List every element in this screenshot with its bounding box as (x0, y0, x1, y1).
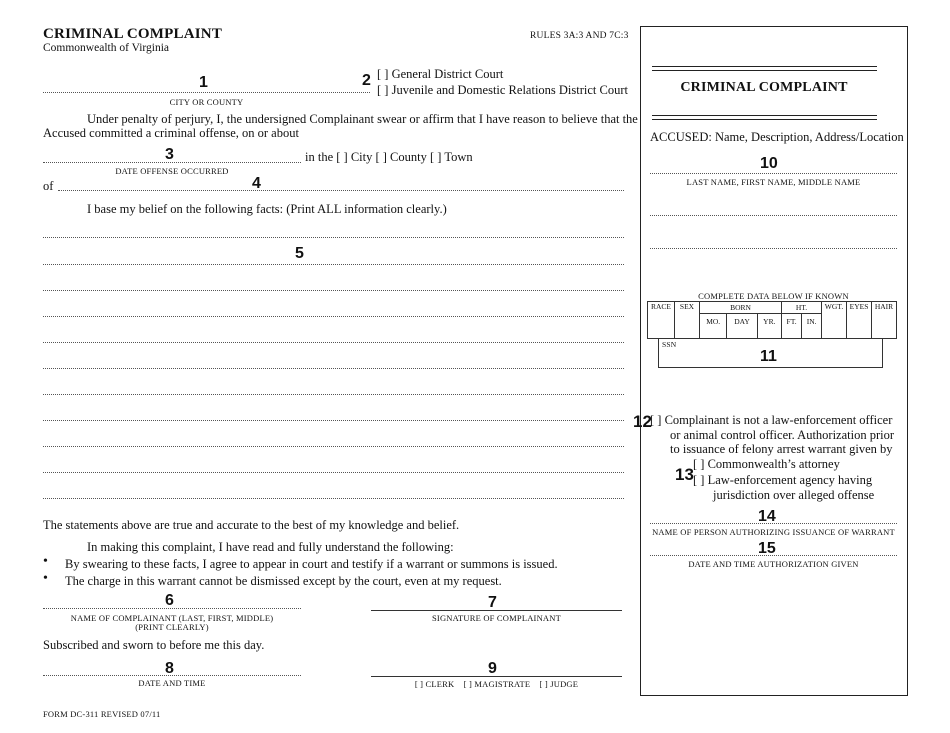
juvenile-court-checkbox[interactable]: [ ] Juvenile and Domestic Relations District Court (377, 83, 628, 97)
commonwealth-attorney-checkbox[interactable]: [ ] Commonwealth’s attorney (693, 457, 840, 471)
accused-name-caption: LAST NAME, FIRST NAME, MIDDLE NAME (686, 177, 861, 187)
field-number-10: 10 (760, 155, 778, 172)
form-subtitle: Commonwealth of Virginia (43, 42, 170, 54)
ssn-label: SSN (662, 340, 677, 349)
authorization-text-line2: or animal control officer. Authorization prior (670, 428, 895, 442)
field-number-15: 15 (758, 540, 776, 557)
of-label: of (43, 179, 54, 193)
field-number-1: 1 (199, 74, 208, 91)
field-number-5: 5 (295, 245, 304, 262)
eyes-header: EYES (847, 302, 872, 339)
law-enforcement-agency-text: jurisdiction over alleged offense (713, 488, 875, 502)
panel-bottom-rule (652, 115, 877, 120)
general-district-court-checkbox[interactable]: [ ] General District Court (377, 67, 504, 81)
rules-reference: RULES 3A:3 AND 7C:3 (530, 31, 629, 41)
field-number-11: 11 (760, 348, 777, 365)
date-time-field[interactable] (43, 675, 301, 676)
field-number-12: 12 (633, 412, 652, 431)
bullet-icon: • (43, 554, 48, 569)
race-header: RACE (648, 302, 675, 339)
facts-intro: I base my belief on the following facts: (Print ALL information clearly.) (87, 202, 447, 216)
locality-type-checkboxes[interactable]: in the [ ] City [ ] County [ ] Town (305, 150, 473, 164)
facts-line-5[interactable] (43, 342, 624, 343)
authorizing-person-field[interactable] (650, 523, 897, 524)
facts-line-10[interactable] (43, 472, 624, 473)
signature-caption: SIGNATURE OF COMPLAINANT (431, 613, 561, 623)
bullet-statement-2: The charge in this warrant cannot be dismissed except by the court, even at my request. (65, 574, 502, 588)
facts-line-2[interactable] (43, 264, 624, 265)
form-title: CRIMINAL COMPLAINT (43, 26, 223, 42)
field-number-3: 3 (165, 146, 174, 163)
born-month-cell[interactable]: MO. (700, 314, 727, 339)
bullet-icon: • (43, 571, 48, 586)
height-header: HT. (781, 302, 821, 314)
perjury-statement-line1: Under penalty of perjury, I, the undersigned Complainant swear or affirm that I have reason to believe that the (87, 112, 638, 126)
field-number-6: 6 (165, 592, 174, 609)
panel-top-rule (652, 66, 877, 71)
field-number-9: 9 (488, 660, 497, 677)
born-day-cell[interactable]: DAY (727, 314, 757, 339)
city-county-caption: CITY OR COUNTY (169, 97, 244, 107)
authorization-date-caption: DATE AND TIME AUTHORIZATION GIVEN (688, 559, 859, 569)
born-year-cell[interactable]: YR. (757, 314, 781, 339)
true-statement: The statements above are true and accurate to the best of my knowledge and belief. (43, 518, 460, 532)
complainant-signature-field[interactable] (371, 610, 622, 611)
sex-header: SEX (675, 302, 700, 339)
complete-data-caption: COMPLETE DATA BELOW IF KNOWN (698, 291, 849, 301)
facts-line-3[interactable] (43, 290, 624, 291)
accused-address-field-1[interactable] (650, 215, 897, 216)
official-signature-field[interactable] (371, 676, 622, 677)
subscribed-statement: Subscribed and sworn to before me this day. (43, 638, 265, 652)
perjury-statement-line2: Accused committed a criminal offense, on or about (43, 126, 299, 140)
complainant-name-field[interactable] (43, 608, 301, 609)
height-inches-cell[interactable]: IN. (802, 314, 822, 339)
facts-line-1[interactable] (43, 237, 624, 238)
accused-data-table (647, 301, 897, 339)
bullet-statement-1: By swearing to these facts, I agree to appear in court and testify if a warrant or summons is issued. (65, 557, 558, 571)
authorizing-person-caption: NAME OF PERSON AUTHORIZING ISSUANCE OF WARRANT (652, 527, 895, 537)
field-number-13: 13 (675, 465, 694, 484)
panel-title: CRIMINAL COMPLAINT (680, 80, 848, 95)
date-time-caption: DATE AND TIME (138, 678, 206, 688)
hair-header: HAIR (872, 302, 897, 339)
born-header: BORN (700, 302, 782, 314)
accused-name-field[interactable] (650, 173, 897, 174)
accused-label: ACCUSED: Name, Description, Address/Location (650, 130, 904, 144)
facts-line-7[interactable] (43, 394, 624, 395)
facts-line-4[interactable] (43, 316, 624, 317)
understand-statement: In making this complaint, I have read and fully understand the following: (87, 540, 454, 554)
field-number-2: 2 (362, 72, 371, 89)
city-county-field[interactable] (43, 92, 370, 93)
complainant-name-caption: NAME OF COMPLAINANT (LAST, FIRST, MIDDLE) (70, 613, 274, 623)
date-offense-caption: DATE OFFENSE OCCURRED (115, 166, 229, 176)
field-number-8: 8 (165, 660, 174, 677)
height-feet-cell[interactable]: FT. (781, 314, 801, 339)
authorization-date-field[interactable] (650, 555, 897, 556)
of-location-field[interactable] (58, 190, 624, 191)
law-enforcement-agency-checkbox[interactable]: [ ] Law-enforcement agency having (693, 473, 873, 487)
facts-line-8[interactable] (43, 420, 624, 421)
form-number: FORM DC-311 REVISED 07/11 (43, 709, 161, 719)
accused-address-field-2[interactable] (650, 248, 897, 249)
not-law-enforcement-checkbox[interactable]: [ ] Complainant is not a law-enforcement officer (650, 413, 893, 427)
official-type-checkboxes[interactable]: [ ] CLERK [ ] MAGISTRATE [ ] JUDGE (414, 679, 579, 689)
field-number-7: 7 (488, 594, 497, 611)
field-number-14: 14 (758, 508, 776, 525)
date-offense-field[interactable] (43, 162, 301, 163)
facts-line-9[interactable] (43, 446, 624, 447)
field-number-4: 4 (252, 175, 261, 192)
facts-line-6[interactable] (43, 368, 624, 369)
authorization-text-line3: to issuance of felony arrest warrant given by (670, 442, 893, 456)
weight-header: WGT. (822, 302, 847, 339)
facts-line-11[interactable] (43, 498, 624, 499)
complainant-name-caption-2: (PRINT CLEARLY) (135, 622, 209, 632)
